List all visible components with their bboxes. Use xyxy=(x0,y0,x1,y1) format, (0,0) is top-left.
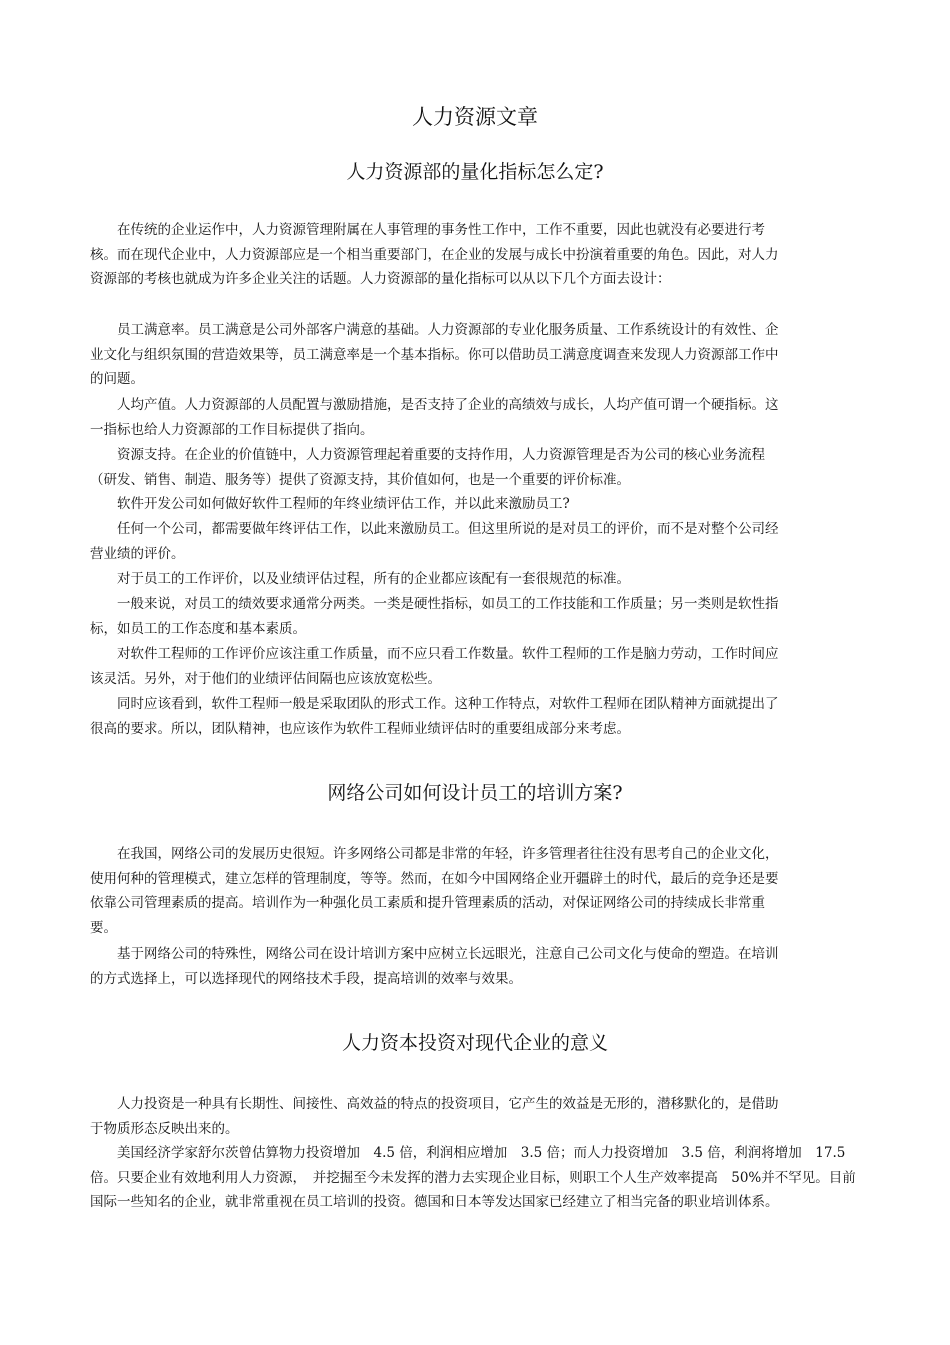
paragraph: 人力投资是一种具有长期性、间接性、高效益的特点的投资项目，它产生的效益是无形的，潜移默化的，是借助于物质形态反映出来的。 xyxy=(90,1096,779,1137)
document-title: 人力资源文章 xyxy=(412,105,538,129)
paragraph: 对软件工程师的工作评价应该注重工作质量，而不应只看工作数量。软件工程师的工作是脑力劳动，工作时间应该灵活。另外，对于他们的业绩评估间隔也应该放宽松些。 xyxy=(90,646,779,687)
paragraph: 同时应该看到，软件工程师一般是采取团队的形式工作。这种工作特点，对软件工程师在团队精神方面就提出了很高的要求。所以，团队精神，也应该作为软件工程师业绩评估时的重要组成部分来考虑。 xyxy=(90,696,779,737)
section-heading-training-plan: 网络公司如何设计员工的培训方案? xyxy=(327,782,623,804)
paragraph: 美国经济学家舒尔茨曾估算物力投资增加 4.5 倍，利润相应增加 3.5 倍；而人力投资增加 3.5 倍，利润将增加 17.5 倍。只要企业有效地利用人力资源， 并挖掘至今未发挥的潜力去实现企业目标，则职工个人生产效率提高 50%并不罕见。目前国际一些知名的企业，就非常重视在员工培训的投资。德国和日本等发达国家已经建立了相当完备的职业培训体系。 xyxy=(90,1145,856,1210)
paragraph: 人均产值。人力资源部的人员配置与激励措施，是否支持了企业的高绩效与成长，人均产值可谓一个硬指标。这一指标也给人力资源部的工作目标提供了指向。 xyxy=(90,397,779,438)
paragraph: 在我国，网络公司的发展历史很短。许多网络公司都是非常的年轻，许多管理者往往没有思考自己的企业文化，使用何种的管理模式，建立怎样的管理制度，等等。然而，在如今中国网络企业开疆辟土的时代，最后的竞争还是要依靠公司管理素质的提高。培训作为一种强化员工素质和提升管理素质的活动，对保证网络公司的持续成长非常重要。 xyxy=(90,846,779,936)
paragraph: 一般来说，对员工的绩效要求通常分两类。一类是硬性指标，如员工的工作技能和工作质量；另一类则是软性指标，如员工的工作态度和基本素质。 xyxy=(90,596,779,637)
section-heading-human-capital: 人力资本投资对现代企业的意义 xyxy=(341,1032,608,1054)
paragraph: 基于网络公司的特殊性，网络公司在设计培训方案中应树立长远眼光，注意自己公司文化与使命的塑造。在培训的方式选择上，可以选择现代的网络技术手段，提高培训的效率与效果。 xyxy=(90,946,779,987)
paragraph: 员工满意率。员工满意是公司外部客户满意的基础。人力资源部的专业化服务质量、工作系统设计的有效性、企业文化与组织氛围的营造效果等，员工满意率是一个基本指标。你可以借助员工满意度调查来发现人力资源部工作中的问题。 xyxy=(90,322,779,387)
paragraph: 资源支持。在企业的价值链中，人力资源管理起着重要的支持作用，人力资源管理是否为公司的核心业务流程（研发、销售、制造、服务等）提供了资源支持，其价值如何，也是一个重要的评价标准。 xyxy=(90,447,765,488)
paragraph: 软件开发公司如何做好软件工程师的年终业绩评估工作，并以此来激励员工? xyxy=(117,496,570,512)
section-heading-hr-metrics: 人力资源部的量化指标怎么定? xyxy=(346,161,604,183)
paragraph: 任何一个公司，都需要做年终评估工作，以此来激励员工。但这里所说的是对员工的评价，而不是对整个公司经营业绩的评价。 xyxy=(90,521,779,562)
paragraph: 对于员工的工作评价，以及业绩评估过程，所有的企业都应该配有一套很规范的标准。 xyxy=(117,571,630,587)
paragraph: 在传统的企业运作中，人力资源管理附属在人事管理的事务性工作中，工作不重要，因此也就没有必要进行考核。而在现代企业中，人力资源部应是一个相当重要部门，在企业的发展与成长中扮演着重要的角色。因此，对人力资源部的考核也就成为许多企业关注的话题。人力资源部的量化指标可以从以下几个方面去设计： xyxy=(90,222,779,287)
